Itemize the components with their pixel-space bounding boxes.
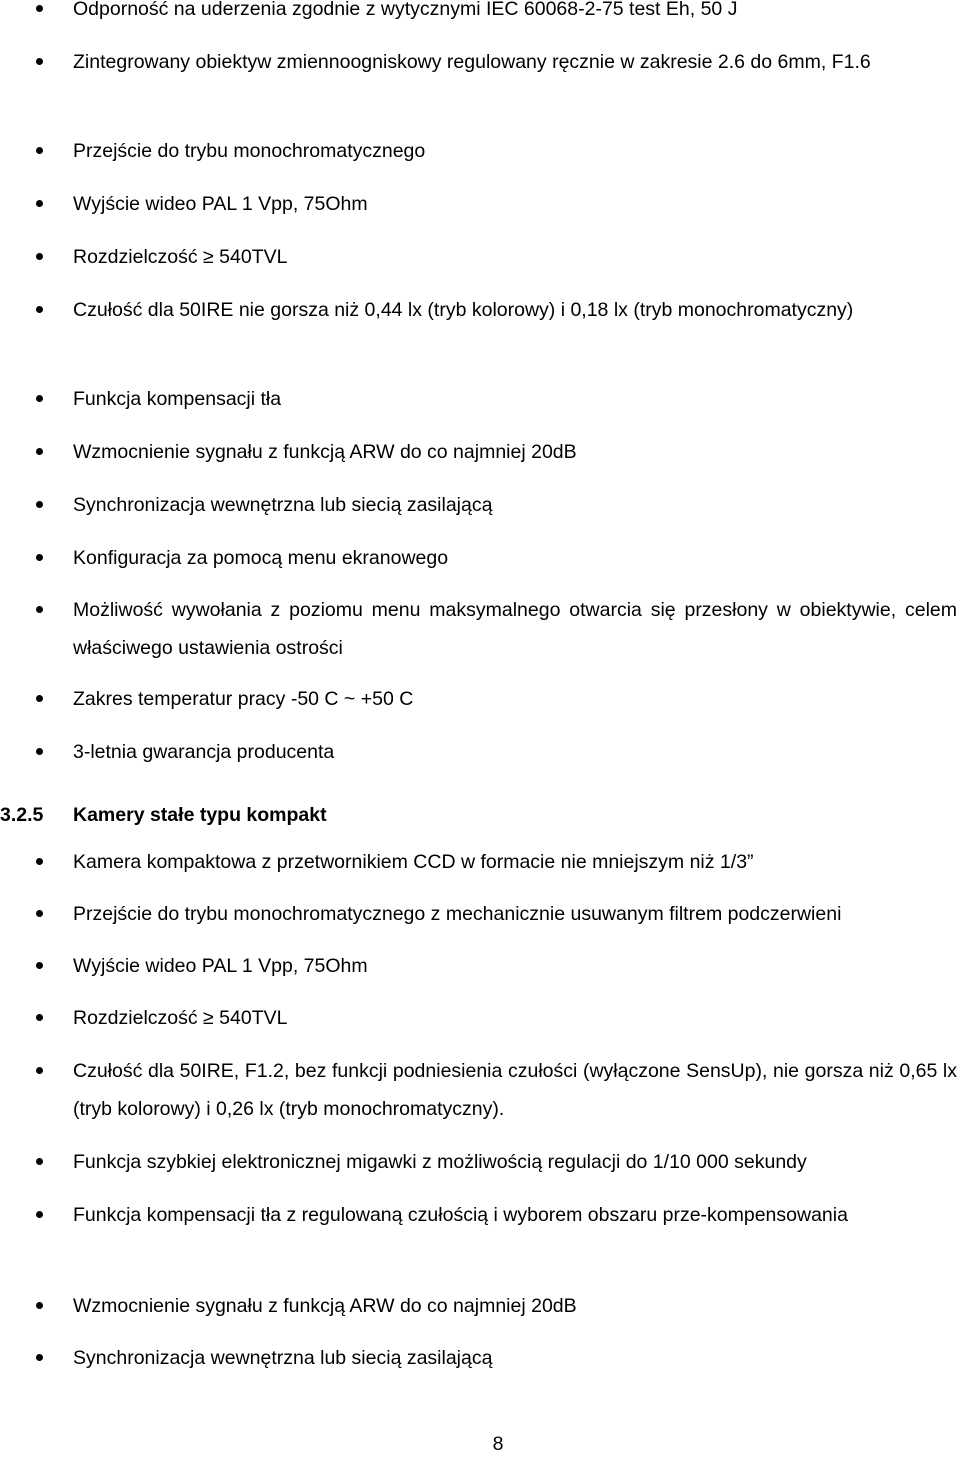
list-item: Funkcja kompensacji tła	[73, 380, 957, 418]
bullet-icon	[36, 1014, 43, 1021]
list-item: Wzmocnienie sygnału z funkcją ARW do co najmniej 20dB	[73, 433, 957, 471]
bullet-icon	[36, 306, 43, 313]
list-item: Czułość dla 50IRE nie gorsza niż 0,44 lx (tryb kolorowy) i 0,18 lx (tryb monochromatyczny)	[73, 291, 957, 329]
list-item: Zakres temperatur pracy -50 C ~ +50 C	[73, 680, 957, 718]
bullet-icon	[36, 1067, 43, 1074]
list-item: Rozdzielczość ≥ 540TVL	[73, 238, 957, 276]
list-item: 3-letnia gwarancja producenta	[73, 733, 957, 771]
list-item: Wyjście wideo PAL 1 Vpp, 75Ohm	[73, 185, 957, 223]
list-item: Możliwość wywołania z poziomu menu maksymalnego otwarcia się przesłony w obiektywie, celem właściwego ustawienia ostrości	[73, 591, 957, 667]
bullet-icon	[36, 748, 43, 755]
list-item: Wyjście wideo PAL 1 Vpp, 75Ohm	[73, 947, 957, 985]
section-title: Kamery stałe typu kompakt	[73, 804, 327, 826]
list-item: Czułość dla 50IRE, F1.2, bez funkcji podniesienia czułości (wyłączone SensUp), nie gorsza niż 0,65 lx (tryb kolorowy) i 0,26 lx (tryb monochromatyczny).	[73, 1052, 957, 1128]
section-number: 3.2.5	[0, 804, 44, 826]
page-number: 8	[492, 1433, 504, 1455]
bullet-icon	[36, 1302, 43, 1309]
bullet-icon	[36, 448, 43, 455]
bullet-icon	[36, 147, 43, 154]
bullet-icon	[36, 858, 43, 865]
bullet-icon	[36, 58, 43, 65]
bullet-icon	[36, 910, 43, 917]
bullet-icon	[36, 253, 43, 260]
bullet-icon	[36, 962, 43, 969]
bullet-icon	[36, 1211, 43, 1218]
list-item: Synchronizacja wewnętrzna lub siecią zasilającą	[73, 1339, 957, 1377]
list-item: Funkcja szybkiej elektronicznej migawki z możliwością regulacji do 1/10 000 sekundy	[73, 1143, 957, 1181]
list-item: Przejście do trybu monochromatycznego	[73, 132, 957, 170]
bullet-icon	[36, 606, 43, 613]
list-item: Konfiguracja za pomocą menu ekranowego	[73, 539, 957, 577]
bullet-icon	[36, 5, 43, 12]
list-item: Rozdzielczość ≥ 540TVL	[73, 999, 957, 1037]
list-item: Wzmocnienie sygnału z funkcją ARW do co najmniej 20dB	[73, 1287, 957, 1325]
list-item: Odporność na uderzenia zgodnie z wytycznymi IEC 60068-2-75 test Eh, 50 J	[73, 0, 957, 28]
bullet-icon	[36, 200, 43, 207]
bullet-icon	[36, 695, 43, 702]
list-item: Kamera kompaktowa z przetwornikiem CCD w formacie nie mniejszym niż 1/3”	[73, 843, 957, 881]
list-item: Funkcja kompensacji tła z regulowaną czułością i wyborem obszaru prze-kompensowania	[73, 1196, 957, 1234]
bullet-icon	[36, 554, 43, 561]
bullet-icon	[36, 1158, 43, 1165]
list-item: Synchronizacja wewnętrzna lub siecią zasilającą	[73, 486, 957, 524]
bullet-icon	[36, 501, 43, 508]
bullet-icon	[36, 1354, 43, 1361]
list-item: Zintegrowany obiektyw zmiennoogniskowy regulowany ręcznie w zakresie 2.6 do 6mm, F1.6	[73, 43, 957, 81]
list-item: Przejście do trybu monochromatycznego z mechanicznie usuwanym filtrem podczerwieni	[73, 895, 957, 933]
bullet-icon	[36, 395, 43, 402]
